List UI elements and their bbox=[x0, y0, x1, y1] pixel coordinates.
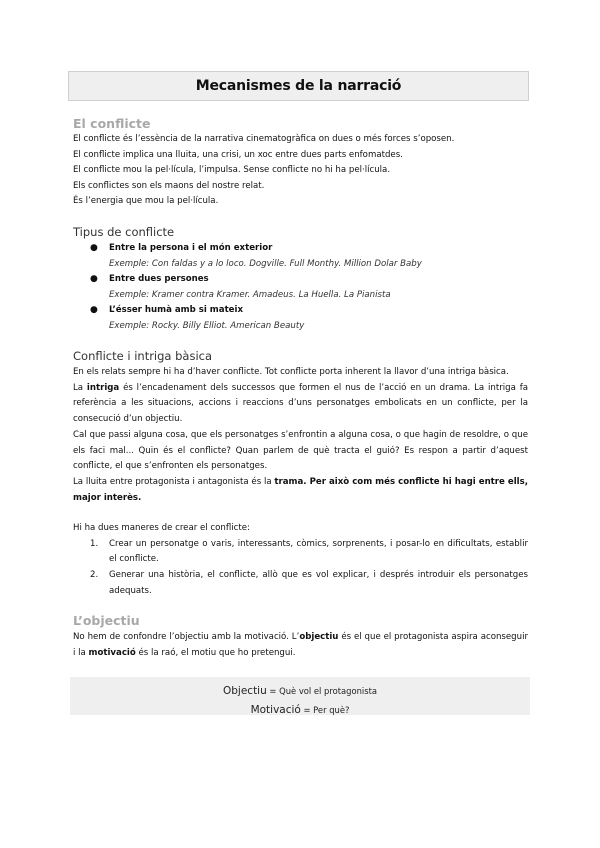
section-conflicte bbox=[73, 116, 528, 210]
tipus-example: Exemple: Con faldas y a lo loco. Dogville. Full Monthy. Million Dolar Baby bbox=[109, 258, 422, 269]
summary-box bbox=[70, 677, 530, 715]
tipus-title: L’ésser humà amb si mateix bbox=[109, 305, 243, 315]
conflicte-line: El conflicte mou la pel·lícula, l’impulsa. Sense conflicte no hi ha pel·lícula. bbox=[73, 165, 391, 175]
section-tipus bbox=[73, 225, 528, 334]
page-title: Mecanismes de la narració bbox=[195, 78, 402, 94]
conflicte-line: El conflicte és l’essència de la narrativa cinematogràfica on dues o més forces s’oposen. bbox=[73, 134, 455, 144]
list-item bbox=[73, 272, 528, 303]
tipus-example: Exemple: Kramer contra Kramer. Amadeus. La Huella. La Pianista bbox=[109, 289, 391, 300]
heading-tipus: Tipus de conflicte bbox=[73, 225, 175, 239]
tipus-title: Entre dues persones bbox=[109, 274, 209, 284]
list-number: 1. bbox=[90, 538, 99, 549]
list-item bbox=[73, 303, 528, 334]
summary-row: Objectiu = Què vol el protagonista bbox=[222, 685, 378, 697]
bullet-icon: ● bbox=[90, 243, 98, 253]
conflicte-line: És l’energia que mou la pel·lícula. bbox=[73, 196, 219, 206]
list-item bbox=[73, 241, 528, 272]
bullet-icon: ● bbox=[90, 274, 98, 284]
conflicte-line: El conflicte implica una lluita, una crisi, un xoc entre dues parts enfomatdes. bbox=[73, 149, 403, 160]
conflicte-line: Els conflictes son els maons del nostre relat. bbox=[73, 180, 265, 191]
tipus-title: Entre la persona i el món exterior bbox=[109, 243, 273, 253]
heading-conflicte: El conflicte bbox=[73, 116, 151, 131]
list-number: 2. bbox=[90, 570, 99, 581]
section-maneres bbox=[73, 521, 528, 600]
list-item bbox=[73, 537, 528, 568]
section-objectiu bbox=[73, 613, 528, 661]
section-intriga bbox=[73, 349, 528, 506]
intriga-paragraph: La intriga és l’encadenament dels successos que formen el nus de l’acció en un drama. La intriga fa referència a les situacions, accions i reaccions d’uns personatges embolicats en un conflicte, per la consecució d’un objectiu. bbox=[73, 382, 528, 425]
maneres-intro: Hi ha dues maneres de crear el conflicte: bbox=[73, 523, 250, 533]
tipus-example: Exemple: Rocky. Billy Elliot. American Beauty bbox=[109, 320, 305, 331]
list-item bbox=[73, 568, 528, 599]
bullet-icon: ● bbox=[90, 305, 98, 315]
manera-text: Crear un personatge o varis, interessants, còmics, sorprenents, i posar-lo en dificultats, establir el conflicte. bbox=[109, 538, 528, 565]
objectiu-paragraph: No hem de confondre l’objectiu amb la motivació. L’objectiu és el que el protagonista aspira aconseguir i la motivació és la raó, el motiu que ho pretengui. bbox=[73, 632, 528, 658]
heading-objectiu: L’objectiu bbox=[73, 613, 140, 628]
summary-row: Motivació = Per què? bbox=[250, 703, 350, 716]
intriga-paragraph: Cal que passi alguna cosa, que els personatges s’enfrontin a alguna cosa, o que hagin de resoldre, o que els faci mal... Quin és el conflicte? Quan parlem de què tracta el guió? Es respon a partir d’aquest conflicte, el que s’enfronten els personatges. bbox=[73, 429, 528, 472]
heading-intriga: Conflicte i intriga bàsica bbox=[73, 349, 213, 363]
intriga-paragraph: La lluita entre protagonista i antagonista és la trama. Per això com més conflicte hi hagi entre ells, major interès. bbox=[73, 476, 528, 503]
manera-text: Generar una història, el conflicte, allò que es vol explicar, i després introduir els personatges adequats. bbox=[109, 570, 528, 596]
title-box bbox=[68, 71, 529, 101]
intriga-paragraph: En els relats sempre hi ha d’haver conflicte. Tot conflicte porta inherent la llavor d’una intriga bàsica. bbox=[73, 367, 509, 377]
